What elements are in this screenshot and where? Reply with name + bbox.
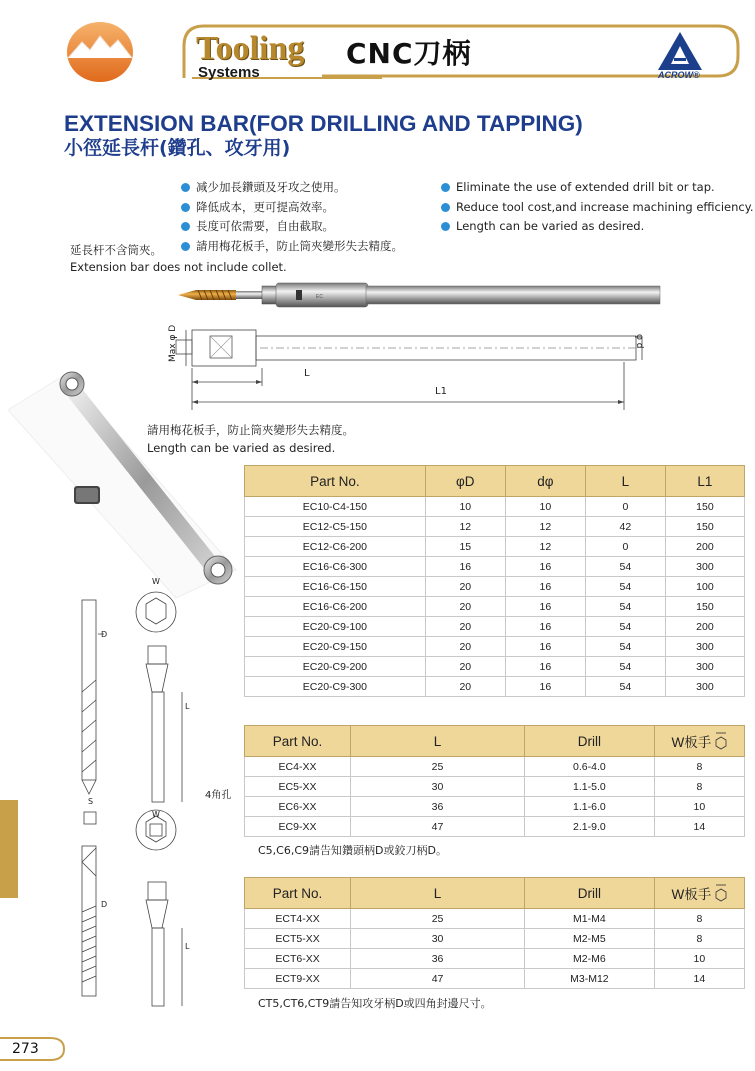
spec-table-1 [244,465,745,697]
col-w-wrench: W板手 [654,726,744,757]
table-cell: 10 [425,497,505,517]
col-L1: L1 [665,466,744,497]
table-row [245,969,745,989]
col-w-wrench: W板手 [654,878,744,909]
table-cell: M1-M4 [525,909,655,929]
table-cell: 16 [505,617,585,637]
table-cell: EC5-XX [245,777,351,797]
label-s: S [88,797,94,806]
table-cell: 54 [585,597,665,617]
table-cell: 150 [665,597,744,617]
table-cell: 10 [654,797,744,817]
label-w-2: W [152,810,160,819]
table-cell: ECT5-XX [245,929,351,949]
table-cell: 16 [505,597,585,617]
table-cell: EC10-C4-150 [245,497,426,517]
list-item: 减少加長鑽頭及牙攻之使用。 [180,178,403,198]
table-2-caption: C5,C6,C9請告知鑽頭柄D或鉸刀柄D。 [258,844,447,857]
table-row [245,777,745,797]
table-cell: 150 [665,517,744,537]
category-title: CNC刀柄 [346,37,472,70]
bullet-icon [441,203,450,212]
table-cell: 42 [585,517,665,537]
spec-table-2 [244,725,745,837]
section-side-tab [0,800,18,898]
table-row [245,757,745,777]
table-cell: 54 [585,677,665,697]
bullet-icon [441,222,450,231]
wrench-note-en: Length can be varied as desired. [147,441,336,455]
table-cell: 30 [351,777,525,797]
table-cell: 16 [505,557,585,577]
table-3-body [245,909,745,989]
table-3-caption: CT5,CT6,CT9請告知攻牙柄D或四角封邊尺寸。 [258,997,492,1010]
list-item: Reduce tool cost,and increase machining efficiency. [440,198,754,218]
table-cell: 8 [654,929,744,949]
table-cell: 30 [351,929,525,949]
table-row [245,497,745,517]
table-row [245,797,745,817]
col-part-no: Part No. [245,878,351,909]
label-L1: L1 [435,386,447,397]
bullet-icon [181,183,190,192]
table-cell: 12 [505,517,585,537]
list-item: Eliminate the use of extended drill bit or tap. [440,178,754,198]
wrench-note-zh: 請用梅花板手，防止筒夾變形失去精度。 [147,423,354,437]
table-cell: 54 [585,557,665,577]
table-cell: 16 [505,577,585,597]
table-cell: 0.6-4.0 [525,757,655,777]
table-cell: ECT4-XX [245,909,351,929]
table-cell: EC16-C6-150 [245,577,426,597]
table-cell: 20 [425,677,505,697]
col-part-no: Part No. [245,726,351,757]
label-L: L [304,368,310,379]
table-cell: 150 [665,497,744,517]
table-cell: 200 [665,537,744,557]
page-title-en: EXTENSION BAR(FOR DRILLING AND TAPPING) [64,111,583,136]
page-number: 273 [12,1041,39,1057]
table-cell: 15 [425,537,505,557]
label-max-d: Max φ D [168,324,178,362]
table-cell: 16 [425,557,505,577]
label-square-hole: 4角孔 [205,790,232,801]
hex-wrench-icon [715,731,727,751]
bullet-icon [181,203,190,212]
table-cell: 300 [665,677,744,697]
table-cell: 12 [505,537,585,557]
table-row [245,537,745,557]
wrench-photo [6,370,256,600]
table-cell: 0 [585,497,665,517]
table-cell: EC20-C9-200 [245,657,426,677]
table-cell: 8 [654,777,744,797]
table-row [245,557,745,577]
list-item: Length can be varied as desired. [440,217,754,237]
hex-wrench-icon [715,883,727,903]
label-L-2: L [185,942,190,951]
note-en: Extension bar does not include collet. [70,260,287,274]
bullet-icon [181,242,190,251]
table-header-row [245,466,745,497]
table-cell: 54 [585,617,665,637]
table-cell: 10 [654,949,744,969]
table-cell: ECT6-XX [245,949,351,969]
feature-list-zh [180,178,403,256]
table-cell: EC12-C5-150 [245,517,426,537]
list-item: 長度可依需要，自由截取。 [180,217,403,237]
table-cell: 36 [351,949,525,969]
table-cell: ECT9-XX [245,969,351,989]
table-cell: 16 [505,657,585,677]
list-item: 請用梅花板手，防止筒夾變形失去精度。 [180,237,403,257]
table-cell: 1.1-6.0 [525,797,655,817]
table-cell: 300 [665,657,744,677]
table-cell: 54 [585,657,665,677]
table-cell: 300 [665,557,744,577]
table-cell: 100 [665,577,744,597]
label-w-1: W [152,577,160,586]
table-cell: EC20-C9-300 [245,677,426,697]
col-L: L [585,466,665,497]
table-row [245,929,745,949]
table-cell: EC16-C6-200 [245,597,426,617]
table-cell: 200 [665,617,744,637]
page-title-zh: 小徑延長杆(鑽孔、攻牙用) [64,137,291,159]
table-cell: EC16-C6-300 [245,557,426,577]
label-D-1: D [101,630,108,639]
label-D-2: D [101,900,108,909]
table-cell: 1.1-5.0 [525,777,655,797]
table-2-body [245,757,745,837]
table-cell: 20 [425,657,505,677]
mountain-logo-icon [66,18,134,86]
table-cell: 0 [585,537,665,557]
table-cell: 54 [585,577,665,597]
col-drill: Drill [525,878,655,909]
table-cell: 300 [665,637,744,657]
table-row [245,657,745,677]
table-row [245,617,745,637]
col-L: L [351,726,525,757]
table-cell: 25 [351,909,525,929]
table-header-row [245,726,745,757]
col-d-phi: dφ [505,466,585,497]
table-cell: 25 [351,757,525,777]
table-cell: 54 [585,637,665,657]
label-L-1: L [185,702,190,711]
table-cell: 20 [425,577,505,597]
table-row [245,909,745,929]
spec-table-3 [244,877,745,989]
table-cell: EC12-C6-200 [245,537,426,557]
acrow-wordmark: ACROW® [658,70,700,80]
table-row [245,517,745,537]
col-part-no: Part No. [245,466,426,497]
table-row [245,677,745,697]
table-cell: 14 [654,817,744,837]
table-header-row [245,878,745,909]
table-cell: 10 [505,497,585,517]
tool-drawings [70,572,200,1012]
svg-text:EC: EC [316,294,323,300]
table-cell: 14 [654,969,744,989]
note-zh: 延長杆不含筒夾。 [70,243,162,257]
table-cell: M3-M12 [525,969,655,989]
table-cell: EC20-C9-150 [245,637,426,657]
col-phi-D: φD [425,466,505,497]
table-cell: 20 [425,597,505,617]
table-row [245,597,745,617]
feature-list-en [440,178,754,237]
table-cell: EC9-XX [245,817,351,837]
table-cell: 20 [425,637,505,657]
extension-bar-photo [176,278,662,314]
table-cell: 47 [351,817,525,837]
table-row [245,817,745,837]
col-L: L [351,878,525,909]
table-cell: 36 [351,797,525,817]
table-row [245,949,745,969]
brand-tooling: Tooling [196,30,305,67]
table-row [245,637,745,657]
list-item: 降低成本，更可提高效率。 [180,198,403,218]
table-cell: M2-M6 [525,949,655,969]
table-cell: 8 [654,909,744,929]
table-cell: 16 [505,637,585,657]
table-cell: EC20-C9-100 [245,617,426,637]
label-d: φ d [634,333,644,349]
table-cell: EC4-XX [245,757,351,777]
col-drill: Drill [525,726,655,757]
table-cell: 16 [505,677,585,697]
table-cell: 8 [654,757,744,777]
bullet-icon [441,183,450,192]
brand-systems: Systems [198,64,260,81]
table-cell: 20 [425,617,505,637]
bullet-icon [181,222,190,231]
table-cell: 12 [425,517,505,537]
table-cell: 47 [351,969,525,989]
table-cell: 2.1-9.0 [525,817,655,837]
table-cell: M2-M5 [525,929,655,949]
table-cell: EC6-XX [245,797,351,817]
table-1-body [245,497,745,697]
table-row [245,577,745,597]
